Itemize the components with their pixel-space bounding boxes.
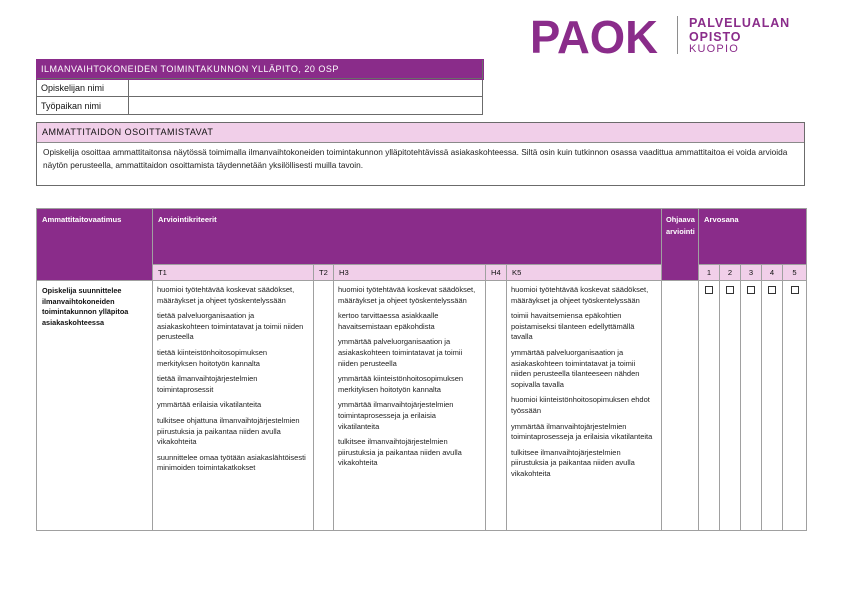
assessment-table [36,208,807,531]
criteria-item: ymmärtää palveluorganisaation ja asiakaskohteen toimintatavat ja toimii niiden perusteella tilanteeseen nähden sopivalla tavalla [511,347,640,389]
logo-divider [677,16,678,54]
criteria-item: tulkitsee ilmanvaihtojärjestelmien piirustuksia ja paikantaa niiden avulla vikakohteita [511,447,635,478]
grade-3: 3 [748,268,754,277]
grade-5: 5 [792,268,797,277]
grade-1: 1 [706,268,712,277]
criteria-item: ymmärtää erilaisia vikatilanteita [157,400,262,410]
requirement-text: Opiskelija suunnittelee ilmanvaihtokoneiden toimintakunnon ylläpitoa asiakaskohteessa [42,286,129,327]
guided-assessment-cell[interactable] [662,281,699,531]
criteria-item: huomioi työtehtävää koskevat säädökset, määräykset ja ohjeet työskentelyssään [511,285,649,305]
requirement-header: Ammattitaitovaatimus [42,215,122,224]
info-table [36,59,483,115]
criteria-k5 [507,281,661,480]
criteria-item: ymmärtää palveluorganisaation ja asiakaskohteen toimintatavat ja toimii niiden perusteella [338,337,463,368]
logo-mark-text: PAOK [530,12,658,60]
criteria-header: Arviointikriteerit [158,215,217,224]
criteria-item: ymmärtää ilmanvaihtojärjestelmien toimintaprosesseja ja erilaisia vikatilanteita [338,400,454,431]
criteria-item: ymmärtää ilmanvaihtojärjestelmien toimintaprosesseja ja erilaisia vikatilanteita [511,421,653,442]
grade-3-checkbox[interactable] [747,286,755,294]
paok-logo [530,12,660,60]
level-t2: T2 [319,268,328,277]
workplace-name-label: Työpaikan nimi [37,97,129,115]
logo-line-2: OPISTO [689,30,742,44]
criteria-t2 [314,281,334,531]
criteria-item: tietää kiinteistönhoitosopimuksen merkityksen hoitotyön kannalta [157,347,268,368]
criteria-t1 [153,281,313,474]
grade-5-checkbox[interactable] [791,286,799,294]
level-t1: T1 [158,268,167,277]
criteria-h3 [334,281,485,469]
criteria-h4 [486,281,507,531]
criteria-item: tulkitsee ohjattuna ilmanvaihtojärjestelmien piirustuksia ja paikantaa niiden avulla vikakohteita [157,415,300,447]
grade-header: Arvosana [704,215,739,224]
level-k5: K5 [512,268,522,277]
module-title: ILMANVAIHTOKONEIDEN TOIMINTAKUNNON YLLÄPITO, 20 OSP [37,60,483,79]
criteria-item: suunnittelee omaa työtään asiakaslähtöisesti minimoiden toimintakatkokset [157,452,306,473]
criteria-item: ymmärtää kiinteistönhoitosopimuksen merkityksen hoitotyön kannalta [338,374,464,394]
demonstration-section [36,122,805,186]
criteria-item: huomioi kiinteistönhoitosopimuksen ehdot työssään [511,395,650,415]
grade-2-checkbox[interactable] [726,286,734,294]
demonstration-text: Opiskelija osoittaa ammattitaitonsa näytössä toimimalla ilmanvaihtokoneiden toimintakunnon ylläpitotehtävissä asiakaskohteessa. Siltä osin kuin tutkinnon osassa vaadittua ammattitaitoa ei voida arvioida näytön perusteella, ammattitaidon osoittamista täydennetään yksilöllisesti muilla tavoin. [43,147,788,170]
level-h4: H4 [491,268,501,277]
workplace-name-field[interactable] [129,97,483,115]
criteria-item: huomioi työtehtävää koskevat säädökset, määräykset ja ohjeet työskentelyssään [157,285,295,305]
criteria-item: huomioi työtehtävää koskevat säädökset, määräykset ja ohjeet työskentelyssään [338,285,476,305]
demonstration-heading: AMMATTITAIDON OSOITTAMISTAVAT [37,123,804,143]
logo-line-1: PALVELUALAN [689,16,791,30]
level-h3: H3 [339,268,349,277]
guided-assessment-header: Ohjaava arviointi [666,215,695,236]
student-name-label: Opiskelijan nimi [37,79,129,97]
criteria-item: toimii havaitsemiensa epäkohtien poistamiseksi tilanteen edellyttämällä tavalla [511,311,635,342]
criteria-item: tulkitsee ilmanvaihtojärjestelmien piirustuksia ja paikantaa niiden avulla vikakohteita [338,437,462,468]
grade-2: 2 [727,268,733,277]
criteria-item: kertoo tarvittaessa asiakkaalle havaitsemistaan epäkohdista [338,311,439,331]
logo-line-3: KUOPIO [689,43,739,55]
criteria-item: tietää palveluorganisaation ja asiakaskohteen toimintatavat ja toimii niiden perusteella [157,311,304,342]
criteria-item: tietää ilmanvaihtojärjestelmien toimintaprosessit [157,374,258,394]
grade-4: 4 [769,268,775,277]
student-name-field[interactable] [129,79,483,97]
grade-1-checkbox[interactable] [705,286,713,294]
grade-4-checkbox[interactable] [768,286,776,294]
